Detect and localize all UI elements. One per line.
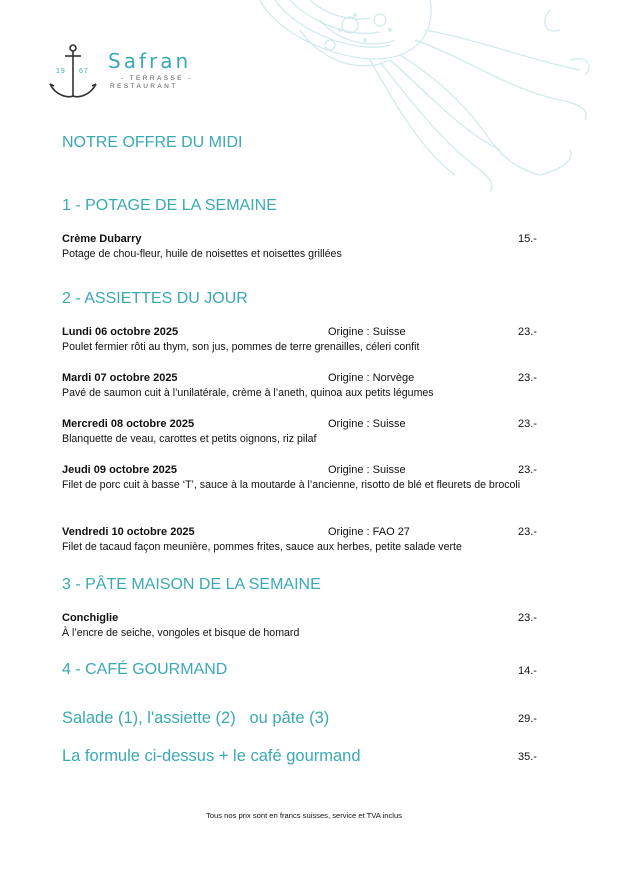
- item-price: 15.-: [518, 233, 537, 245]
- logo-name: Safran: [108, 49, 192, 73]
- footer-note: Tous nos prix sont en francs suisses, service et TVA inclus: [206, 811, 402, 820]
- section-heading-pate: 3 - PÂTE MAISON DE LA SEMAINE: [62, 576, 321, 593]
- logo: [48, 44, 198, 104]
- day-price: 23.-: [518, 326, 537, 338]
- day-origin: Origine : Suisse: [328, 326, 406, 338]
- day-description: Filet de tacaud façon meunière, pommes frites, sauce aux herbes, petite salade verte: [62, 541, 462, 553]
- section-heading-cafe: 4 - CAFÉ GOURMAND: [62, 661, 228, 678]
- day-price: 23.-: [518, 526, 537, 538]
- day-name: Mercredi 08 octobre 2025: [62, 418, 195, 430]
- day-name: Mardi 07 octobre 2025: [62, 372, 178, 384]
- item-name: Crème Dubarry: [62, 233, 142, 245]
- section-heading-assiettes: 2 - ASSIETTES DU JOUR: [62, 290, 248, 307]
- day-description: Filet de porc cuit à basse ‘T’, sauce à la moutarde à l’ancienne, risotto de blé et fleurets de brocoli: [62, 479, 521, 491]
- day-price: 23.-: [518, 464, 537, 476]
- formula-price: 35.-: [518, 751, 537, 763]
- cafe-price: 14.-: [518, 665, 537, 677]
- logo-subtitle-restaurant: RESTAURANT: [110, 83, 178, 90]
- jellyfish-illustration: [240, 0, 627, 200]
- day-price: 23.-: [518, 372, 537, 384]
- logo-year-right: 67: [79, 68, 89, 75]
- day-description: Poulet fermier rôti au thym, son jus, pommes de terre grenailles, céleri confit: [62, 341, 420, 353]
- day-origin: Origine : FAO 27: [328, 526, 410, 538]
- day-origin: Origine : Suisse: [328, 418, 406, 430]
- formula-label: Salade (1), l'assiette (2) ou pâte (3): [62, 709, 330, 727]
- item-price: 23.-: [518, 612, 537, 624]
- logo-subtitle-terrasse: - TERRASSE -: [121, 75, 193, 82]
- item-name: Conchiglie: [62, 612, 119, 624]
- day-name: Jeudi 09 octobre 2025: [62, 464, 177, 476]
- logo-year-left: 19: [56, 68, 66, 75]
- day-price: 23.-: [518, 418, 537, 430]
- page-title: NOTRE OFFRE DU MIDI: [62, 134, 243, 151]
- item-description: Potage de chou-fleur, huile de noisettes et noisettes grillées: [62, 248, 342, 260]
- day-origin: Origine : Suisse: [328, 464, 406, 476]
- item-description: À l’encre de seiche, vongoles et bisque de homard: [62, 627, 300, 639]
- day-origin: Origine : Norvège: [328, 372, 415, 384]
- formula-label: La formule ci-dessus + le café gourmand: [62, 747, 361, 765]
- day-name: Vendredi 10 octobre 2025: [62, 526, 195, 538]
- formula-price: 29.-: [518, 713, 537, 725]
- day-description: Pavé de saumon cuit à l’unilatérale, crème à l’aneth, quinoa aux petits légumes: [62, 387, 434, 399]
- section-heading-potage: 1 - POTAGE DE LA SEMAINE: [62, 197, 277, 214]
- day-name: Lundi 06 octobre 2025: [62, 326, 179, 338]
- day-description: Blanquette de veau, carottes et petits oignons, riz pilaf: [62, 433, 317, 445]
